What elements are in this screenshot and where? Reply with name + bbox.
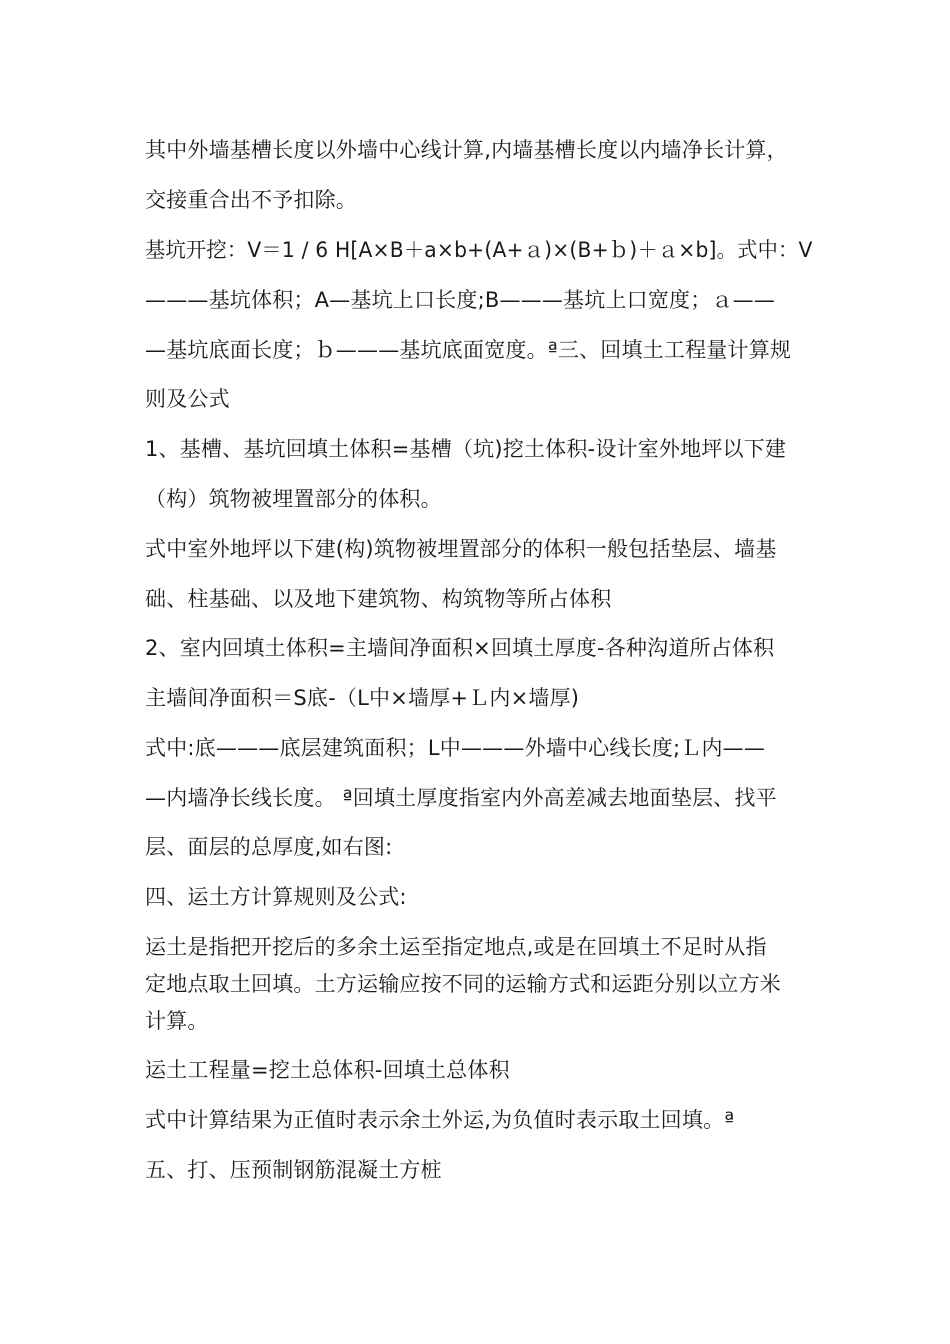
- text-line: 层、面层的总厚度,如右图:: [145, 835, 393, 859]
- text-line: 五、打、压预制钢筋混凝土方桩: [145, 1158, 442, 1182]
- text-line: （构）筑物被埋置部分的体积。: [145, 487, 442, 511]
- text-line: 主墙间净面积＝S底-（L中×墙厚+Ｌ内×墙厚): [145, 686, 580, 710]
- text-line: —内墙净长线长度。 ª回填土厚度指室内外高差减去地面垫层、找平: [145, 786, 777, 810]
- text-line: 2、室内回填土体积=主墙间净面积×回填土厚度-各种沟道所占体积: [145, 636, 775, 660]
- text-line: 运土是指把开挖后的多余土运至指定地点,或是在回填土不足时从指: [145, 935, 767, 959]
- text-line: 式中计算结果为正值时表示余土外运,为负值时表示取土回填。ª: [145, 1108, 735, 1132]
- text-line: 则及公式: [145, 387, 230, 411]
- text-line: 础、柱基础、以及地下建筑物、构筑物等所占体积: [145, 587, 612, 611]
- text-line: ———基坑体积；A—基坑上口长度;B———基坑上口宽度；ａ——: [145, 288, 776, 312]
- text-line: 其中外墙基槽长度以外墙中心线计算,内墙基槽长度以内墙净长计算，: [145, 138, 788, 162]
- text-line: 运土工程量=挖土总体积-回填土总体积: [145, 1058, 510, 1082]
- text-line: 四、运土方计算规则及公式:: [145, 885, 407, 909]
- text-line: 计算。: [145, 1009, 209, 1033]
- text-line: 式中室外地坪以下建(构)筑物被埋置部分的体积一般包括垫层、墙基: [145, 537, 777, 561]
- text-line: 交接重合出不予扣除。: [145, 188, 357, 212]
- text-line: 式中:底———底层建筑面积；L中———外墙中心线长度;Ｌ内——: [145, 736, 766, 760]
- text-line: 定地点取土回填。土方运输应按不同的运输方式和运距分别以立方米: [145, 972, 781, 996]
- text-line: 1、基槽、基坑回填土体积=基槽（坑)挖土体积-设计室外地坪以下建: [145, 437, 787, 461]
- text-line: —基坑底面长度；ｂ———基坑底面宽度。ª三、回填土工程量计算规: [145, 338, 792, 362]
- text-line: 基坑开挖：V＝1 / 6 H[A×B＋a×b+(A+ａ)×(B+ｂ)＋ａ×b]。式中：V: [145, 238, 813, 262]
